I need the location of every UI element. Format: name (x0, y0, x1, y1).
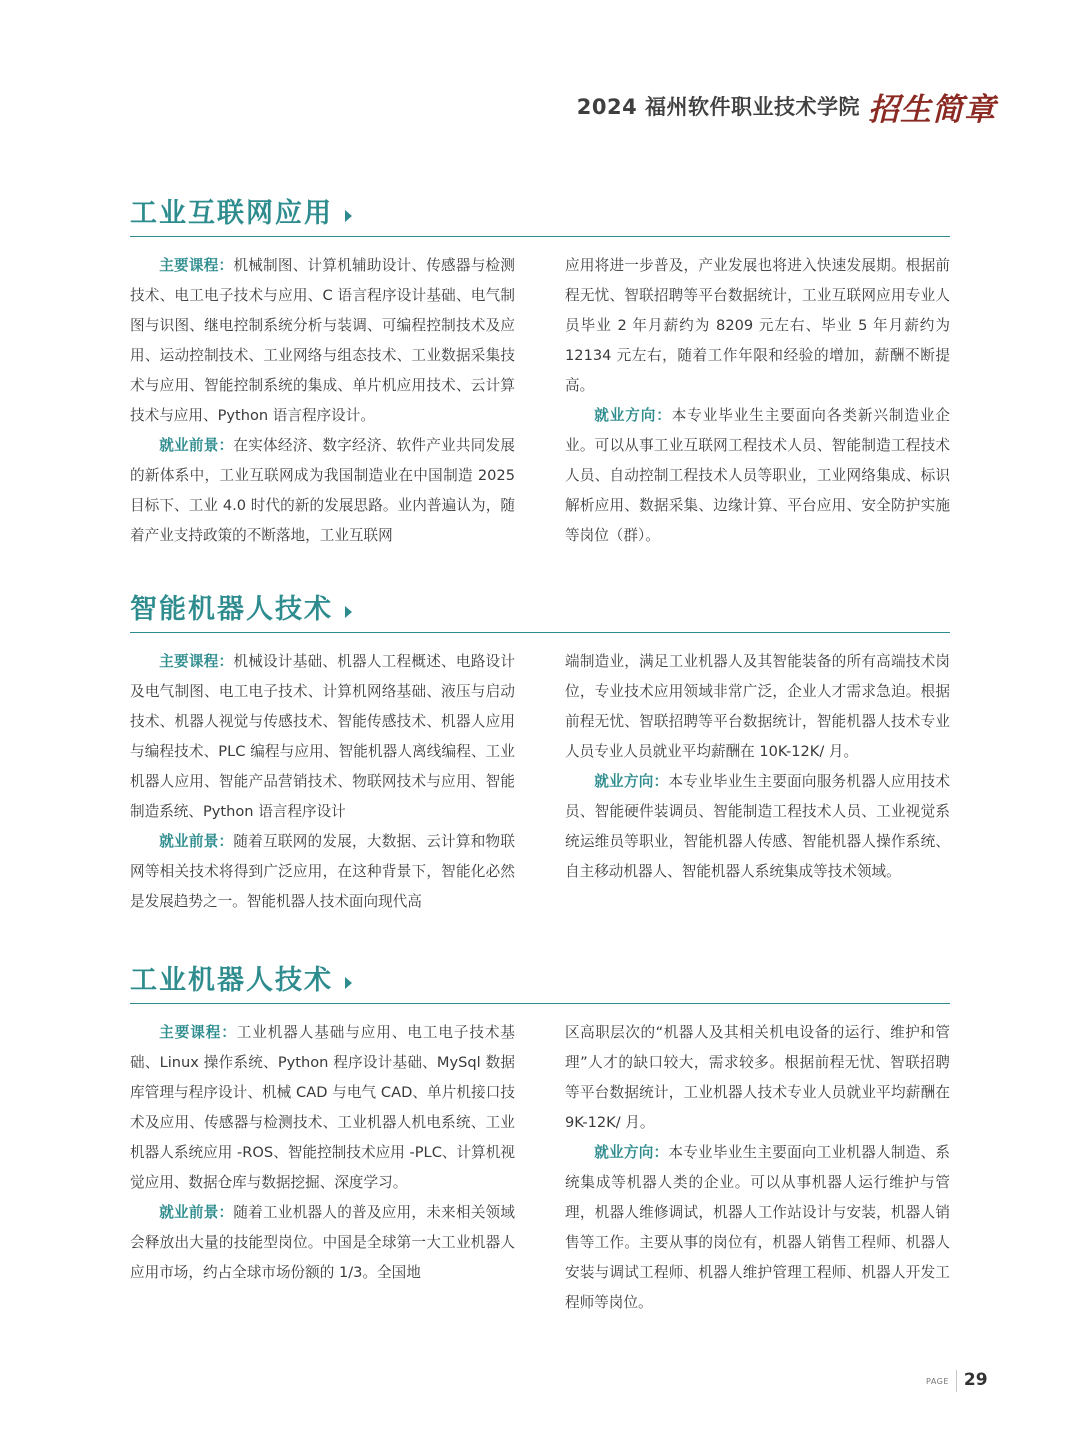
paragraph-prospects (130, 1198, 515, 1288)
section-header (130, 186, 950, 237)
page-number: 29 (963, 1370, 988, 1390)
section-title: 智能机器人技术 (130, 594, 333, 625)
paragraph-text: 端制造业，满足工业机器人及其智能装备的所有高端技术岗位，专业技术应用领域非常广泛，企业人才需求急迫。根据前程无忧、智联招聘等平台数据统计，智能机器人技术专业人员专业人员就业平均薪酬在 10K-12K/ 月。 (565, 653, 950, 760)
section-body (130, 251, 950, 551)
paragraph-direction (565, 767, 950, 887)
left-column (130, 251, 515, 551)
header-title: 2024 福州软件职业技术学院 (576, 95, 860, 119)
label-direction: 就业方向： (594, 773, 669, 790)
paragraph-courses (130, 1018, 515, 1198)
right-column (565, 251, 950, 551)
right-column (565, 647, 950, 917)
paragraph-prospects (130, 431, 515, 551)
section-intelligent-robot (130, 582, 950, 917)
page-header (577, 86, 996, 126)
label-courses: 主要课程： (159, 257, 234, 274)
triangle-arrow-icon (345, 977, 352, 989)
paragraph-text: 工业机器人基础与应用、电工电子技术基础、Linux 操作系统、Python 程序设计基础、MySql 数据库管理与程序设计、机械 CAD 与电气 CAD、单片机接口技术及应用、传感器与检测技术、工业机器人机电系统、工业机器人系统应用 -ROS、智能控制技术应用 -PLC、计算机视觉应用、数据仓库与数据挖掘、深度学习。 (130, 1024, 515, 1191)
label-prospects: 就业前景： (159, 1204, 234, 1221)
label-direction: 就业方向： (594, 1144, 669, 1161)
paragraph-courses (130, 647, 515, 827)
section-header (130, 582, 950, 633)
label-direction: 就业方向： (594, 407, 672, 424)
paragraph-text: 区高职层次的“机器人及其相关机电设备的运行、维护和管理”人才的缺口较大，需求较多。根据前程无忧、智联招聘等平台数据统计，工业机器人技术专业人员就业平均薪酬在 9K-12K/ 月。 (565, 1024, 950, 1131)
paragraph-text: 本专业毕业生主要面向各类新兴制造业企业。可以从事工业互联网工程技术人员、智能制造工程技术人员、自动控制工程技术人员等职业，工业网络集成、标识解析应用、数据采集、边缘计算、平台应用、安全防护实施等岗位（群）。 (565, 407, 950, 544)
paragraph-text: 在实体经济、数字经济、软件产业共同发展的新体系中，工业互联网成为我国制造业在中国制造 2025 目标下、工业 4.0 时代的新的发展思路。业内普遍认为，随着产业支持政策的不断落地，工业互联网 (130, 437, 515, 544)
section-industrial-robot (130, 953, 950, 1318)
triangle-arrow-icon (345, 210, 352, 222)
left-column (130, 1018, 515, 1318)
label-courses: 主要课程： (159, 653, 234, 670)
section-body (130, 647, 950, 917)
section-header (130, 953, 950, 1004)
paragraph-text: 本专业毕业生主要面向工业机器人制造、系统集成等机器人类的企业。可以从事机器人运行维护与管理，机器人维修调试，机器人工作站设计与安装，机器人销售等工作。主要从事的岗位有，机器人销售工程师、机器人安装与调试工程师、机器人维护管理工程师、机器人开发工程师等岗位。 (565, 1144, 950, 1311)
label-prospects: 就业前景： (159, 437, 234, 454)
label-prospects: 就业前景： (159, 833, 234, 850)
paragraph-text: 随着互联网的发展，大数据、云计算和物联网等相关技术将得到广泛应用，在这种背景下，智能化必然是发展趋势之一。智能机器人技术面向现代高 (130, 833, 515, 910)
paragraph-text: 本专业毕业生主要面向服务机器人应用技术员、智能硬件装调员、智能制造工程技术人员、工业视觉系统运维员等职业，智能机器人传感、智能机器人操作系统、自主移动机器人、智能机器人系统集成等技术领域。 (565, 773, 950, 880)
triangle-arrow-icon (345, 606, 352, 618)
left-column (130, 647, 515, 917)
section-title: 工业机器人技术 (130, 965, 333, 996)
paragraph-direction (565, 1138, 950, 1318)
paragraph-text: 随着工业机器人的普及应用，未来相关领域会释放出大量的技能型岗位。中国是全球第一大工业机器人应用市场，约占全球市场份额的 1/3。全国地 (130, 1204, 515, 1281)
paragraph-text: 机械设计基础、机器人工程概述、电路设计及电气制图、电工电子技术、计算机网络基础、液压与启动技术、机器人视觉与传感技术、智能传感技术、机器人应用与编程技术、PLC 编程与应用、智能机器人离线编程、工业机器人应用、智能产品营销技术、物联网技术与应用、智能制造系统、Python 语言程序设计 (130, 653, 515, 820)
page-footer (926, 1362, 988, 1392)
right-column (565, 1018, 950, 1318)
header-script-title: 招生简章 (868, 91, 996, 128)
section-body (130, 1018, 950, 1318)
section-title: 工业互联网应用 (130, 198, 333, 229)
paragraph-text: 机械制图、计算机辅助设计、传感器与检测技术、电工电子技术与应用、C 语言程序设计基础、电气制图与识图、继电控制系统分析与装调、可编程控制技术及应用、运动控制技术、工业网络与组态技术、工业数据采集技术与应用、智能控制系统的集成、单片机应用技术、云计算技术与应用、Python 语言程序设计。 (130, 257, 515, 424)
page-divider (956, 1370, 957, 1392)
section-industrial-internet (130, 186, 950, 551)
page-label: PAGE (926, 1377, 949, 1386)
paragraph-direction (565, 401, 950, 551)
paragraph-continued (565, 1018, 950, 1138)
paragraph-courses (130, 251, 515, 431)
paragraph-continued (565, 647, 950, 767)
paragraph-continued (565, 251, 950, 401)
paragraph-prospects (130, 827, 515, 917)
label-courses: 主要课程： (159, 1024, 237, 1041)
paragraph-text: 应用将进一步普及，产业发展也将进入快速发展期。根据前程无忧、智联招聘等平台数据统计，工业互联网应用专业人员毕业 2 年月薪约为 8209 元左右、毕业 5 年月薪约为 12134 元左右，随着工作年限和经验的增加，薪酬不断提高。 (565, 257, 950, 394)
